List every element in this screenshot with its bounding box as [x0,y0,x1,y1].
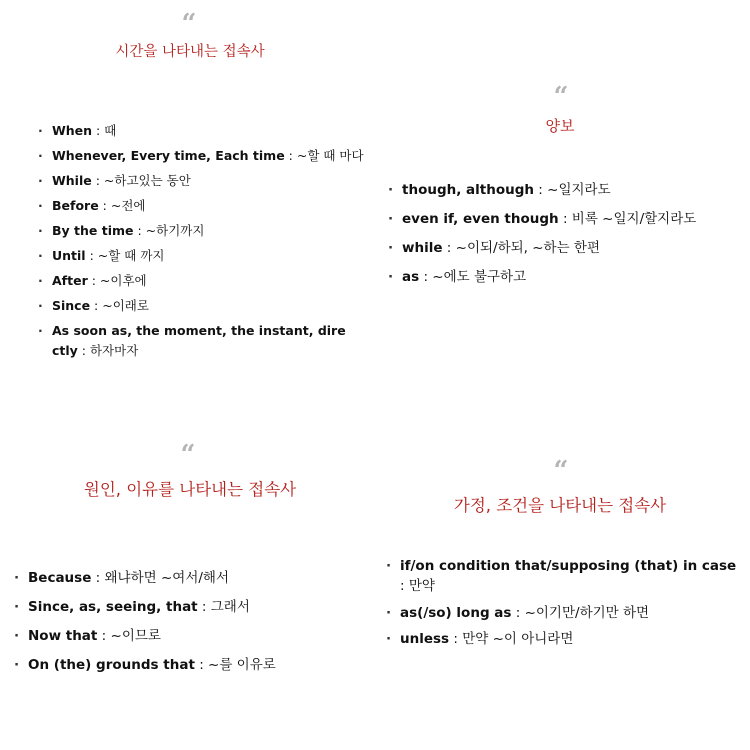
list-item: · unless : 만약 ~이 아니라면 [386,626,746,652]
bullet-icon: · [38,123,43,138]
bullet-icon: · [38,273,43,288]
bullet-icon: · [14,628,20,644]
quote-mark-icon: “ [553,82,569,112]
bullet-icon: · [14,570,20,586]
list-item: · as : ~에도 불구하고 [388,263,738,292]
bullet-icon: · [38,298,43,313]
bullet-icon: · [386,605,392,621]
list-item: · though, although : ~일지라도 [388,176,738,205]
time-conjunctions-list [38,118,364,361]
list-item: · if/on condition that/supposing (that) in case : 만약 [386,558,737,594]
bullet-icon: · [14,599,20,615]
list-item: · As soon as, the moment, the instant, directly : 하자마자 [38,323,346,358]
time-conjunctions-title: 시간을 나타내는 접속사 [115,44,265,60]
bullet-icon: · [386,631,392,647]
list-item: · While : ~하고있는 동안 [38,168,348,193]
bullet-icon: · [388,269,394,285]
quote-mark-icon: “ [181,9,197,39]
bullet-icon: · [388,182,394,198]
list-item: · Until : ~할 때 까지 [38,243,348,268]
list-item: · Now that : ~이므로 [14,622,344,651]
concession-conjunctions-title: 양보 [545,117,575,135]
list-item: · Because : 왜냐하면 ~여서/해서 [14,564,344,593]
list-item: · Before : ~전에 [38,193,348,218]
quote-mark-icon: “ [553,456,569,486]
concession-conjunctions-list [388,176,738,292]
bullet-icon: · [38,173,43,188]
bullet-icon: · [14,657,20,673]
list-item: · After : ~이후에 [38,268,348,293]
list-item: · By the time : ~하기까지 [38,218,348,243]
list-item: · while : ~이되/하되, ~하는 한편 [388,234,738,263]
bullet-icon: · [38,323,43,338]
bullet-icon: · [38,223,43,238]
bullet-icon: · [386,558,392,574]
list-item: · Whenever, Every time, Each time : ~할 때 마다 [38,143,348,168]
list-item: · Since : ~이래로 [38,293,348,318]
bullet-icon: · [38,248,43,263]
bullet-icon: · [388,240,394,256]
list-item: · Since, as, seeing, that : 그래서 [14,593,344,622]
list-item: · On (the) grounds that : ~를 이유로 [14,651,344,680]
bullet-icon: · [388,211,394,227]
list-item: · as(/so) long as : ~이기만/하기만 하면 [386,600,746,626]
cause-conjunctions-list [14,564,344,680]
condition-conjunctions-title: 가정, 조건을 나타내는 접속사 [453,496,667,515]
cause-conjunctions-title: 원인, 이유를 나타내는 접속사 [83,480,297,499]
bullet-icon: · [38,198,43,213]
list-item: · even if, even though : 비록 ~일지/할지라도 [388,205,738,234]
quote-mark-icon: “ [180,440,196,470]
condition-conjunctions-list [386,554,746,652]
bullet-icon: · [38,148,43,163]
list-item: · When : 때 [38,118,348,143]
